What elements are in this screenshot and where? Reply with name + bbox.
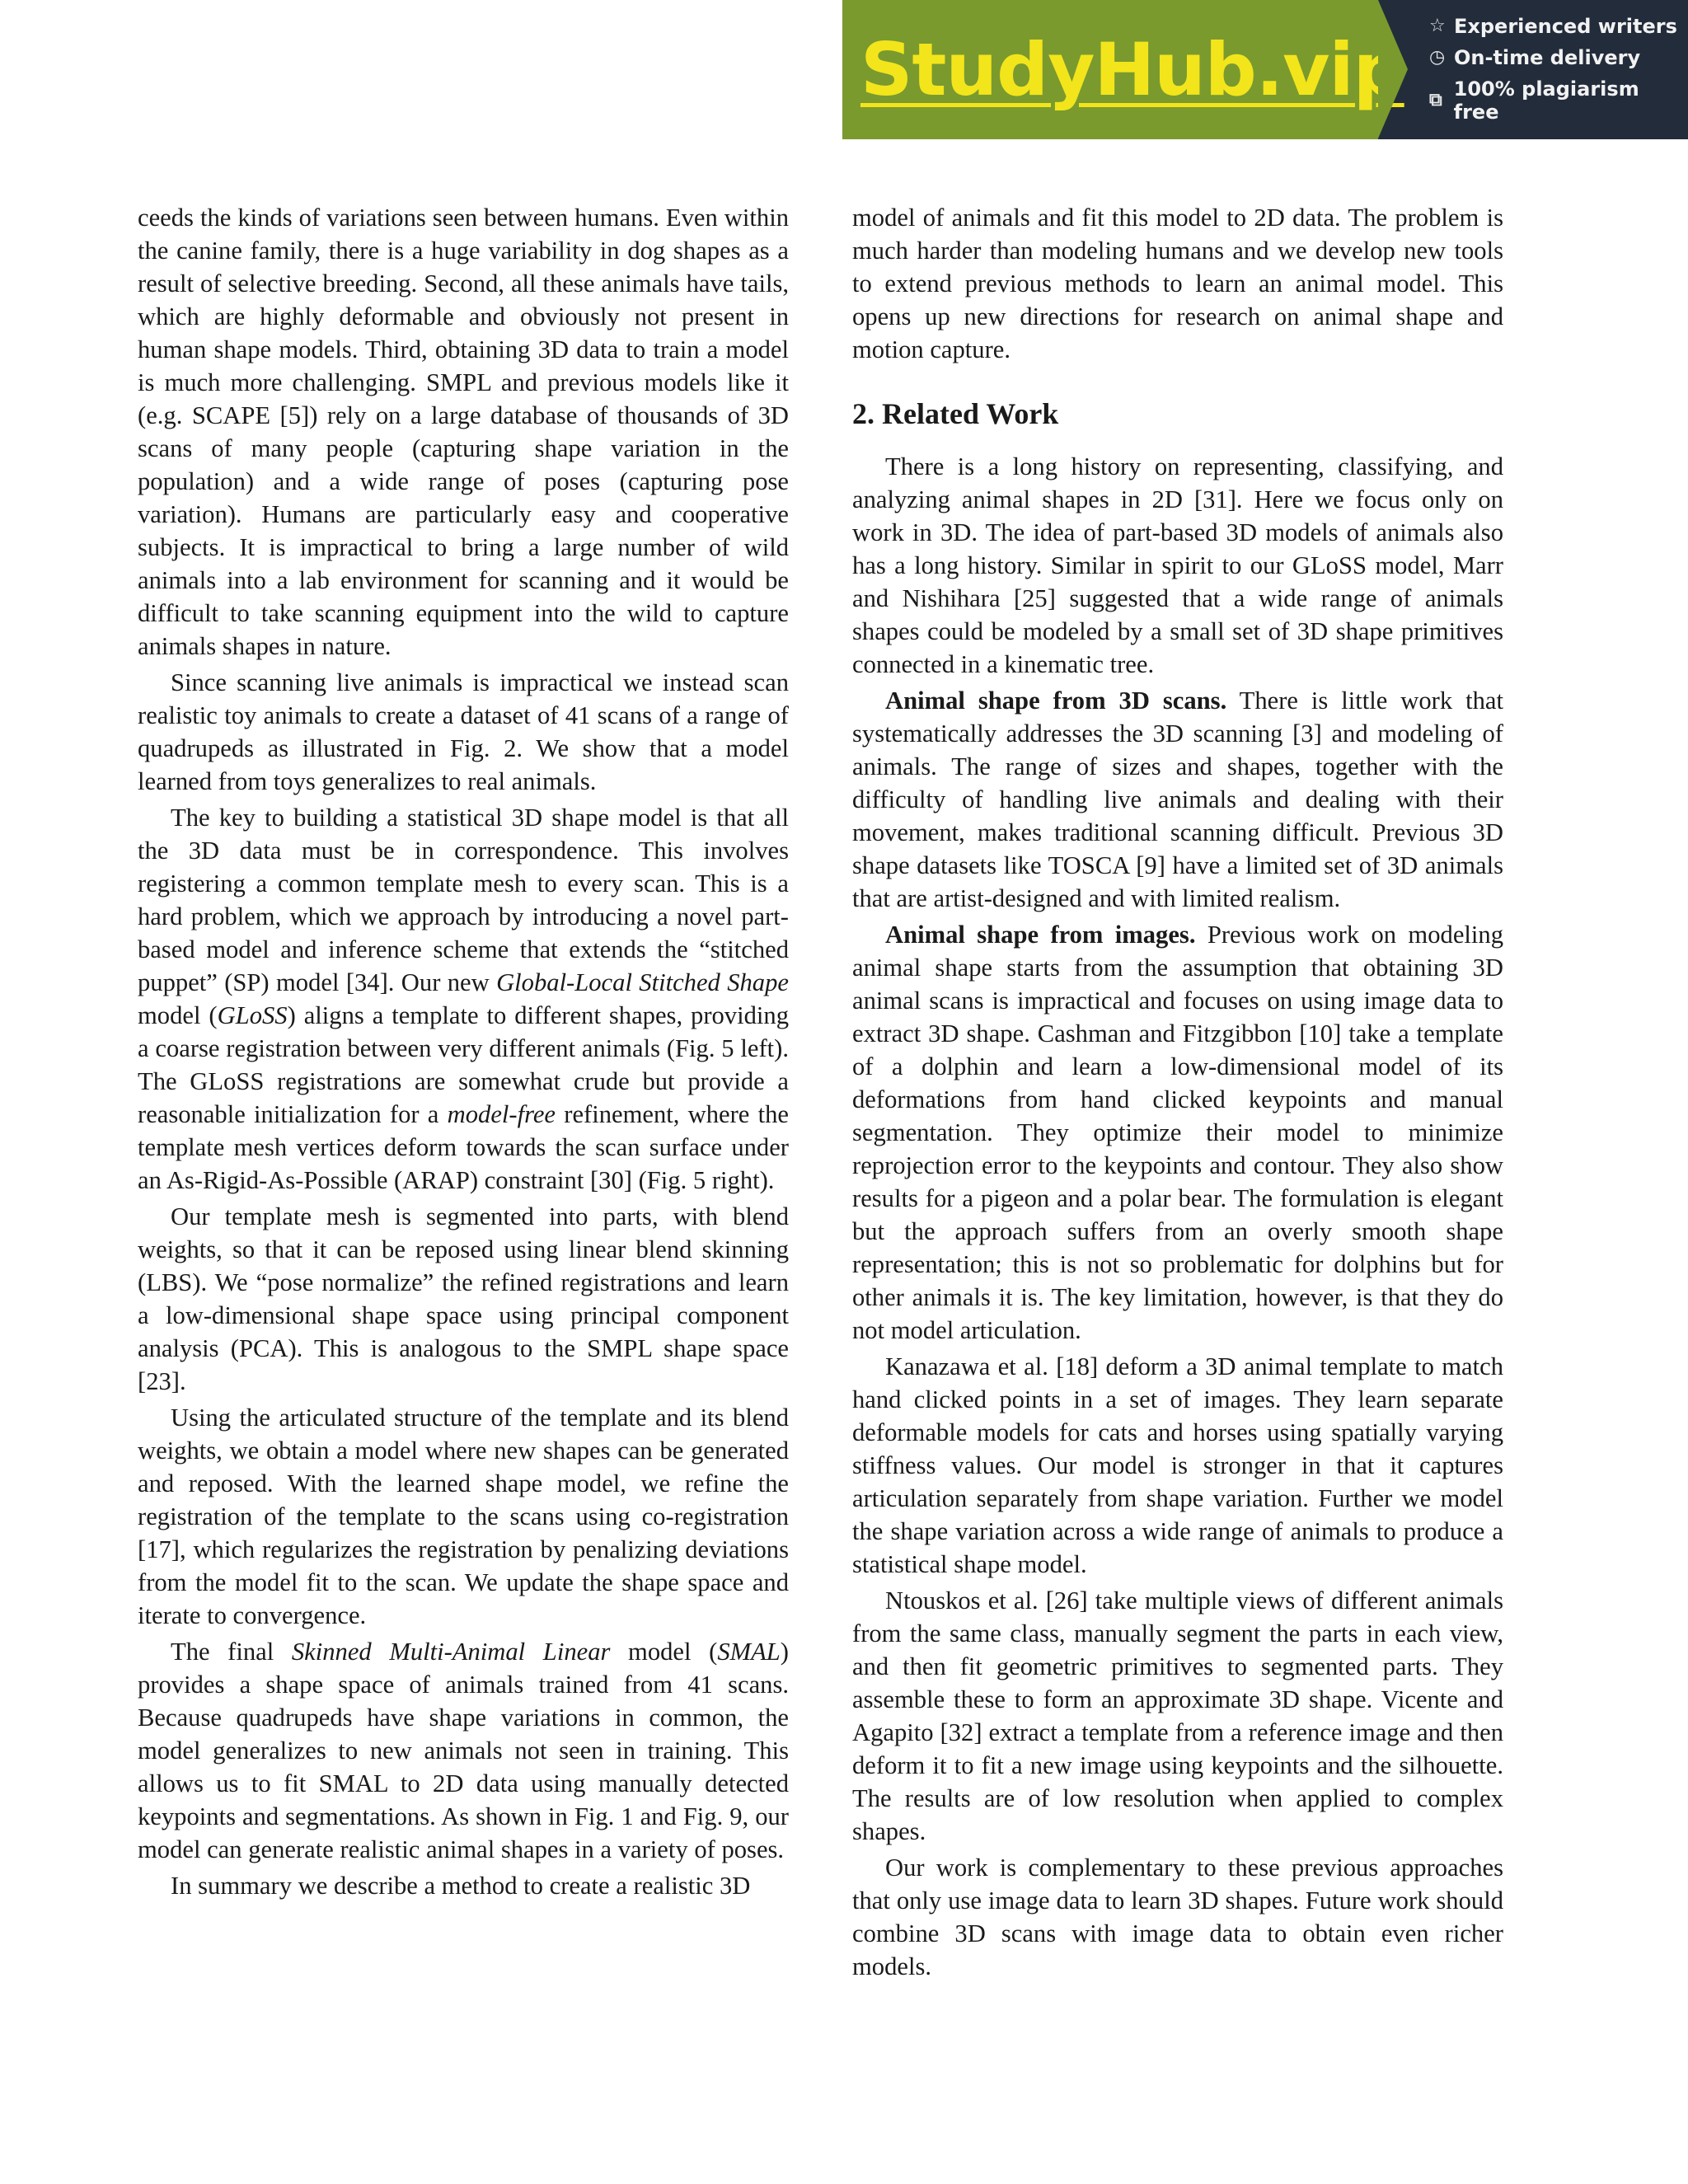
model-name-emphasis: Global-Local Stitched Shape: [496, 968, 789, 996]
paragraph: [138, 801, 789, 1197]
paragraph-text: ) provides a shape space of animals trained from 41 scans. Because quadrupeds have shape variations in common, the model generalizes to new animals not seen in training. This allows us to fit SMAL to 2D data using manually detected keypoints and segmentations. As shown in Fig. 1 and Fig. 9, our model can generate realistic animal shapes in a variety of poses.: [138, 1638, 789, 1863]
model-acronym-emphasis: SMAL: [717, 1638, 781, 1666]
paragraph: In summary we describe a method to create a realistic 3D: [171, 1872, 751, 1900]
model-name-emphasis: Skinned Multi-Animal Linear: [291, 1638, 611, 1666]
paragraph: model of animals and fit this model to 2D data. The problem is much harder than modeling humans and we develop new tools to extend previous methods to learn an animal model. This opens up new directions for research on animal shape and motion capture.: [852, 204, 1503, 363]
paragraph: Kanazawa et al. [18] deform a 3D animal template to match hand clicked points in a set of images. They learn separate deformable models for cats and horses using spatially varying stiffness values. Our model is stronger in that it captures articulation separately from shape variation. Further we model the shape variation across a wide range of animals to produce a statistical shape model.: [852, 1352, 1503, 1578]
banner-feature-plagiarism: [1429, 77, 1688, 125]
left-column: [138, 201, 789, 1905]
paragraph: [852, 684, 1503, 915]
paragraph-text: model (: [138, 1001, 218, 1029]
paragraph: Using the articulated structure of the template and its blend weights, we obtain a model where new shapes can be generated and reposed. With the learned shape model, we refine the registration of the template to the scans using co-registration [17], which regularizes the registration by penalizing deviations from the model fit to the scan. We update the shape space and iterate to convergence.: [138, 1404, 789, 1629]
star-outline-icon: ☆: [1429, 16, 1446, 37]
paragraph-text: refinement, where the template mesh vertices deform towards the scan surface under an As-Rigid-As-Possible (ARAP) constraint [30] (Fig. 5 right).: [138, 1100, 789, 1194]
paragraph-text: Previous work on modeling animal shape starts from the assumption that obtaining 3D animal scans is impractical and focuses on using image data to extract 3D shape. Cashman and Fitzgibbon [10] take a template of a dolphin and learn a low-dimensional model of its deformations from hand clicked keypoints and manual segmentation. They optimize their model to minimize reprojection error to the keypoints and contour. They also show results for a pigeon and a polar bear. The formulation is elegant but the approach suffers from an overly smooth shape representation; this is not so problematic for dolphins but for other animals it is. The key limitation, however, is that they do not model articulation.: [852, 921, 1503, 1344]
banner-feature-label: Experienced writers: [1454, 14, 1677, 38]
paragraph-text: There is little work that systematically addresses the 3D scanning [3] and modeling of animals. The range of sizes and shapes, together with the difficulty of handling live animals and dealing with their movement, makes traditional scanning difficult. Previous 3D shape datasets like TOSCA [9] have a limited set of 3D animals that are artist-designed and with limited realism.: [852, 687, 1503, 912]
ad-banner[interactable]: [842, 0, 1688, 139]
clock-icon: ◷: [1429, 46, 1446, 68]
right-column: [852, 201, 1503, 1986]
model-acronym-emphasis: GLoSS: [217, 1001, 288, 1029]
paragraph: [852, 918, 1503, 1347]
banner-features: [1378, 0, 1688, 139]
paragraph: Ntouskos et al. [26] take multiple views of different animals from the same class, manually segment the parts in each view, and then fit geometric primitives to segmented parts. They assemble these to form an approximate 3D shape. Vicente and Agapito [32] extract a template from a reference image and then deform it to fit a new image using keypoints and the silhouette. The results are of low resolution when applied to complex shapes.: [852, 1586, 1503, 1845]
paragraph: Our work is complementary to these previous approaches that only use image data to learn 3D shapes. Future work should combine 3D scans with image data to obtain even richer models.: [852, 1854, 1503, 1980]
paragraph: Our template mesh is segmented into parts, with blend weights, so that it can be reposed using linear blend skinning (LBS). We “pose normalize” the refined registrations and learn a low-dimensional shape space using principal component analysis (PCA). This is analogous to the SMPL shape space [23].: [138, 1202, 789, 1395]
paragraph: Since scanning live animals is impractical we instead scan realistic toy animals to create a dataset of 41 scans of a range of quadrupeds as illustrated in Fig. 2. We show that a model learned from toys generalizes to real animals.: [138, 668, 789, 795]
brand-logo[interactable]: StudyHub.vip: [860, 26, 1404, 112]
banner-feature-delivery: [1429, 46, 1688, 70]
copy-icon: ⧉: [1429, 90, 1442, 111]
paragraph-text: ) aligns a template to different shapes, providing a coarse registration between very different animals (Fig. 5 left). The GLoSS registrations are somewhat crude but provide a reasonable initialization for a: [138, 1001, 789, 1128]
banner-feature-label: On-time delivery: [1454, 45, 1641, 69]
paragraph-text: model (: [610, 1638, 718, 1666]
paragraph-text: The final: [171, 1638, 292, 1666]
run-in-heading: Animal shape from 3D scans.: [885, 687, 1227, 715]
paragraph: There is a long history on representing, classifying, and analyzing animal shapes in 2D [31]. Here we focus only on work in 3D. The idea of part-based 3D models of animals also has a long history. Similar in spirit to our GLoSS model, Marr and Nishihara [25] suggested that a wide range of animals shapes could be modeled by a small set of 3D shape primitives connected in a kinematic tree.: [852, 452, 1503, 678]
section-heading: 2. Related Work: [852, 397, 1059, 430]
paragraph: [138, 1635, 789, 1866]
run-in-heading: Animal shape from images.: [885, 921, 1196, 949]
paragraph-text: The key to building a statistical 3D shape model is that all the 3D data must be in correspondence. This involves registering a common template mesh to every scan. This is a hard problem, which we approach by introducing a novel part-based model and inference scheme that extends the “stitched puppet” (SP) model [34]. Our new: [138, 804, 789, 996]
banner-feature-writers: [1429, 15, 1688, 39]
banner-logo-area: [842, 0, 1404, 139]
banner-feature-label: 100% plagiarism free: [1453, 77, 1639, 124]
term-emphasis: model-free: [447, 1100, 556, 1128]
paragraph: ceeds the kinds of variations seen between humans. Even within the canine family, there is a huge variability in dog shapes as a result of selective breeding. Second, all these animals have tails, which are highly deformable and obviously not present in human shape models. Third, obtaining 3D data to train a model is much more challenging. SMPL and previous models like it (e.g. SCAPE [5]) rely on a large database of thousands of 3D scans of many people (capturing shape variation in the population) and a wide range of poses (capturing pose variation). Humans are particularly easy and cooperative subjects. It is impractical to bring a large number of wild animals into a lab environment for scanning and it would be difficult to take scanning equipment into the wild to capture animals shapes in nature.: [138, 204, 789, 660]
